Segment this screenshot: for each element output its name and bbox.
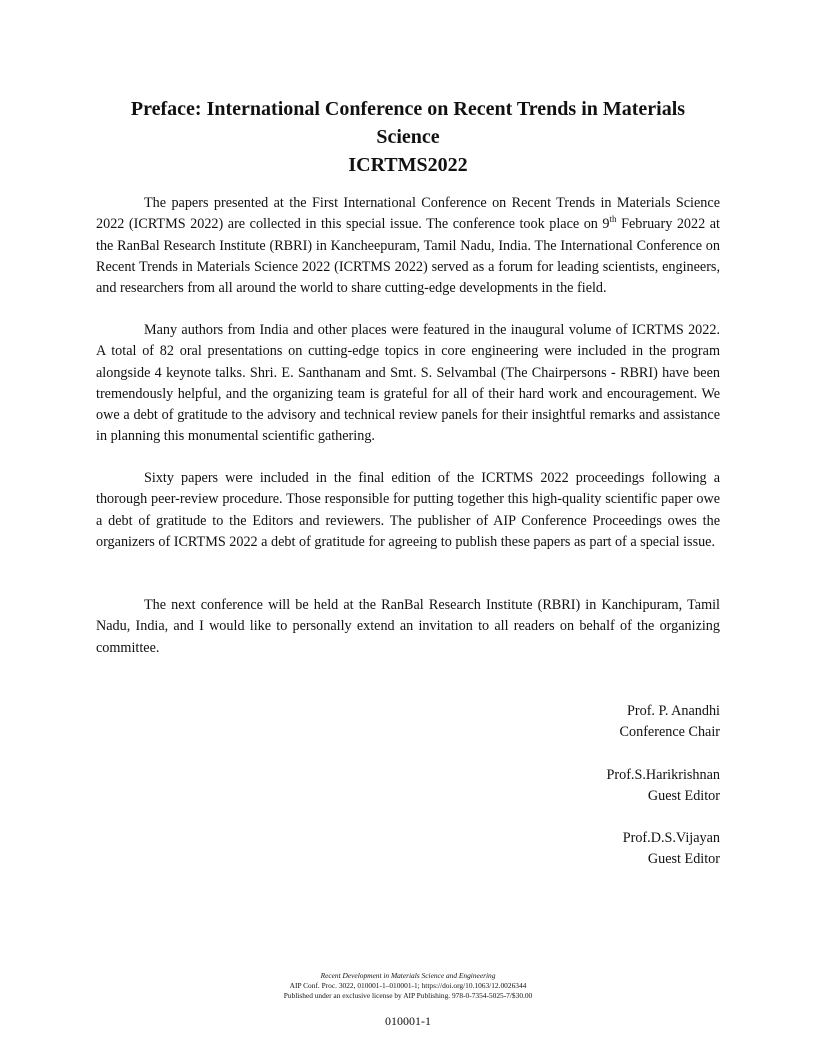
signature-role: Conference Chair <box>619 724 720 741</box>
page-title <box>96 95 720 151</box>
title-line-1: Preface: International Conference on Recent Trends in Materials <box>130 98 686 120</box>
date-superscript: th <box>609 213 617 224</box>
signature-name: Prof. P. Anandhi <box>626 703 720 719</box>
paragraph-intro <box>96 193 720 299</box>
signature-block-editor-1 <box>607 765 721 808</box>
paragraph-intro-text: The papers presented at the First International Conference on Recent Trends in Materials Science 2022 (ICRTMS 2022) are collected in this special issue. The conference took place on 9 <box>96 195 720 233</box>
conference-acronym: ICRTMS2022 <box>348 154 468 176</box>
page-number: 010001-1 <box>385 1014 431 1028</box>
signature-block-editor-2 <box>623 828 720 871</box>
signature-name: Prof.S.Harikrishnan <box>606 767 720 783</box>
footer-license: Published under an exclusive license by AIP Publishing. 978-0-7354-5025-7/$30.00 <box>283 991 533 1000</box>
signature-name: Prof.D.S.Vijayan <box>622 830 720 846</box>
footer-journal: Recent Development in Materials Science and Engineering <box>320 971 496 980</box>
signature-block-chair <box>620 701 720 744</box>
title-line-2: Science <box>376 126 440 148</box>
paragraph-next-conference: The next conference will be held at the RanBal Research Institute (RBRI) in Kanchipuram, Tamil Nadu, India, and I would like to personally extend an invitation to all readers on behalf of the organizing committee. <box>96 597 720 656</box>
paragraph-papers: Sixty papers were included in the final edition of the ICRTMS 2022 proceedings following a thorough peer-review procedure. Those responsible for putting together this high-quality scientific paper owe a debt of gratitude to the Editors and reviewers. The publisher of AIP Conference Proceedings owes the organizers of ICRTMS 2022 a debt of gratitude for agreeing to publish these papers as part of a special issue. <box>96 470 720 550</box>
signature-role: Guest Editor <box>647 788 720 805</box>
footer-citation: AIP Conf. Proc. 3022, 010001-1–010001-1; https://doi.org/10.1063/12.0026344 <box>289 981 527 990</box>
paragraph-intro-rest: February 2022 at the RanBal Research Institute (RBRI) in Kancheepuram, Tamil Nadu, India. The International Conference on Recent Trends in Materials Science 2022 (ICRTMS 2022) served as a forum for leading scientists, engineers, and researchers from all around the world to share cutting-edge developments in the field. <box>96 216 720 297</box>
signature-role: Guest Editor <box>647 851 720 868</box>
paragraph-authors: Many authors from India and other places were featured in the inaugural volume of ICRTMS 2022. A total of 82 oral presentations on cutting-edge topics in core engineering were included in the program alongside 4 keynote talks. Shri. E. Santhanam and Smt. S. Selvambal (The Chairpersons - RBRI) have been tremendously helpful, and the organizing team is grateful for all of their hard work and encouragement. We owe a debt of gratitude to the advisory and technical review panels for their insightful remarks and assistance in planning this monumental scientific gathering. <box>96 322 720 445</box>
